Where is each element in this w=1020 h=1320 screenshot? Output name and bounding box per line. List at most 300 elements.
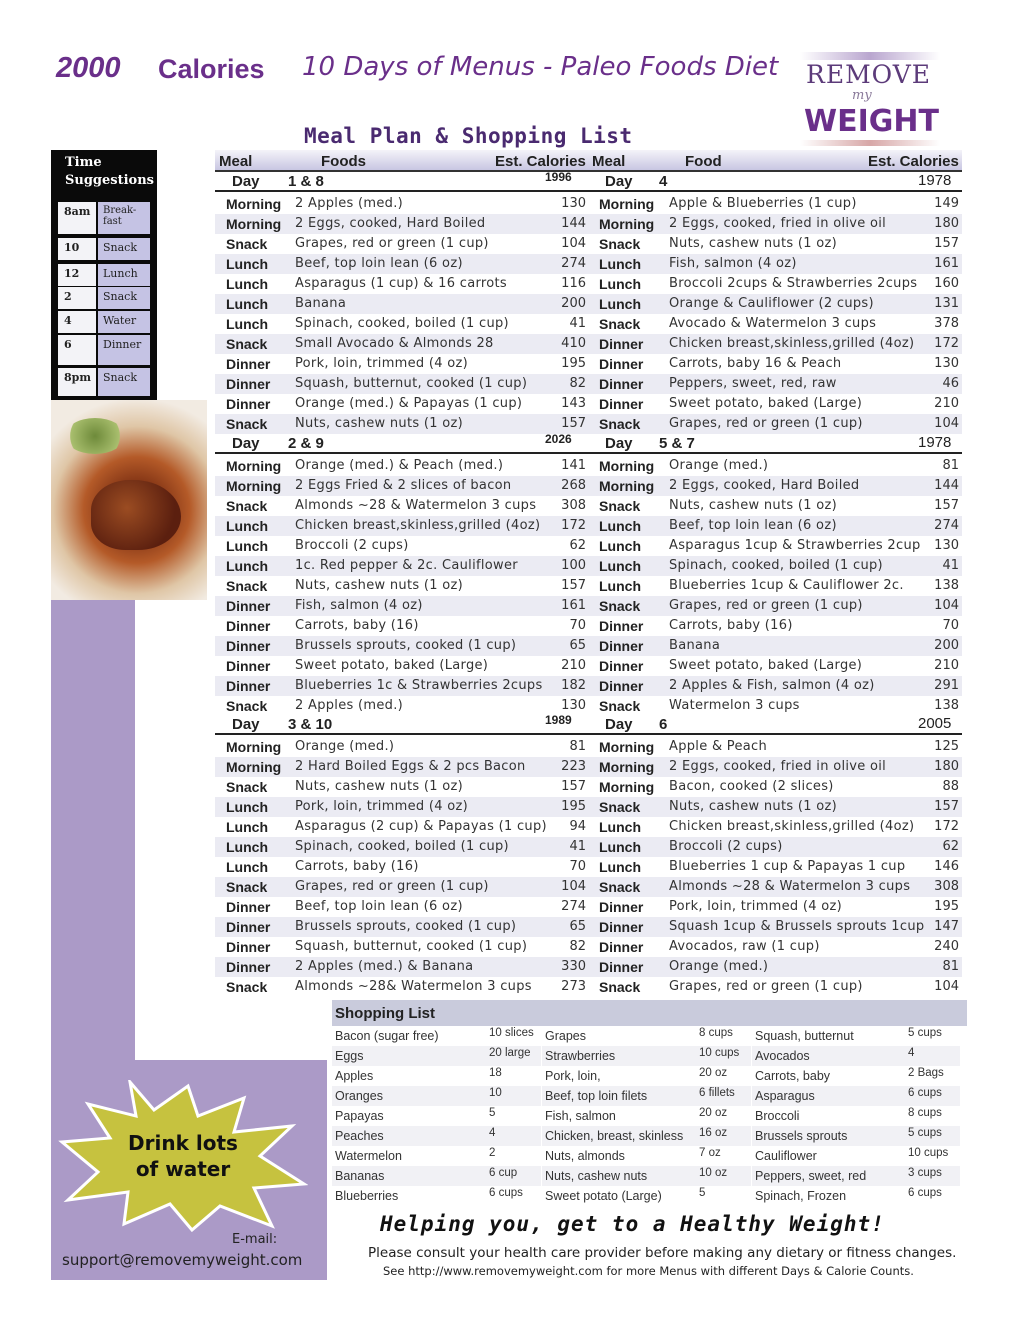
food-item: Nuts, cashew nuts (1 oz) (295, 779, 463, 794)
food-item: Watermelon 3 cups (669, 698, 800, 713)
shopping-item-name: Papayas (335, 1109, 384, 1123)
food-item: Blueberries 1cup & Cauliflower 2c. (669, 578, 904, 593)
shopping-item-quantity: 10 slices (489, 1027, 534, 1039)
shopping-item-quantity: 6 cups (908, 1187, 942, 1199)
calorie-value: 138 (934, 698, 959, 713)
menu-row (215, 314, 588, 334)
menu-row (588, 536, 962, 556)
calorie-value: 82 (569, 939, 586, 954)
calorie-value: 157 (934, 236, 959, 251)
calorie-value: 172 (934, 819, 959, 834)
menu-row (215, 214, 588, 234)
menu-row (588, 977, 962, 997)
calorie-value: 46 (942, 376, 959, 391)
calorie-value: 146 (934, 859, 959, 874)
calorie-value: 104 (561, 236, 586, 251)
meal-type: Lunch (226, 538, 268, 554)
time-suggestion-row (58, 335, 150, 365)
food-item: Spinach, cooked, boiled (1 cup) (295, 316, 509, 331)
day-numbers: 3 & 10 (288, 716, 333, 733)
meal-type: Lunch (599, 296, 641, 312)
shopping-item-name: Cauliflower (755, 1149, 817, 1163)
day-label: Day (605, 435, 633, 452)
shopping-item-quantity: 8 cups (699, 1027, 733, 1039)
menu-row (588, 214, 962, 234)
calorie-value: 70 (569, 618, 586, 633)
meal-type: Snack (599, 236, 641, 252)
meal-type: Lunch (599, 518, 641, 534)
calorie-value: 378 (934, 316, 959, 331)
left-column-header (215, 150, 588, 172)
day-header (215, 715, 588, 735)
col-est-calories: Est. Calories (495, 153, 586, 170)
time-value: 4 (58, 311, 96, 333)
calorie-value: 200 (561, 296, 586, 311)
shopping-item-name: Beef, top loin filets (545, 1089, 648, 1103)
meal-type: Dinner (226, 356, 271, 372)
shopping-item-name: Blueberries (335, 1189, 399, 1203)
calorie-value: 157 (561, 416, 586, 431)
shopping-item-quantity: 3 cups (908, 1167, 942, 1179)
food-item: Beef, top loin lean (6 oz) (669, 518, 837, 533)
calorie-value: 70 (569, 859, 586, 874)
col-meal-2: Meal (592, 153, 626, 170)
menu-row (215, 937, 588, 957)
logo-swoosh-bottom (800, 140, 940, 146)
menu-row (215, 636, 588, 656)
calorie-value: 65 (569, 638, 586, 653)
shopping-item-name: Brussels sprouts (755, 1129, 848, 1143)
food-item: Pork, loin, trimmed (4 oz) (669, 899, 843, 914)
calorie-value: 157 (561, 578, 586, 593)
shopping-item-quantity: 2 Bags (908, 1067, 944, 1079)
calorie-value: 41 (569, 839, 586, 854)
shopping-item (542, 1126, 751, 1146)
menu-row (215, 837, 588, 857)
meal-type: Dinner (226, 959, 271, 975)
meal-plan-title: Meal Plan & Shopping List (304, 124, 633, 148)
menu-row (215, 696, 588, 716)
food-item: Almonds ~28& Watermelon 3 cups (295, 979, 532, 994)
menu-row (588, 374, 962, 394)
calorie-value: 94 (569, 819, 586, 834)
food-item: Orange (med.) (669, 458, 769, 473)
calorie-value: 81 (942, 458, 959, 473)
food-item: Beef, top loin lean (6 oz) (295, 256, 463, 271)
calorie-value: 268 (561, 478, 586, 493)
shopping-item (542, 1166, 751, 1186)
day-header (588, 434, 962, 454)
shopping-list-title: Shopping List (332, 1000, 967, 1026)
shopping-item-name: Broccoli (755, 1109, 800, 1123)
meal-type: Dinner (599, 678, 644, 694)
calorie-value: 144 (561, 216, 586, 231)
calorie-value: 172 (561, 518, 586, 533)
food-item: Orange (med.) (295, 739, 395, 754)
meal-type: Lunch (226, 276, 268, 292)
meal-type: Lunch (599, 819, 641, 835)
calorie-value: 161 (561, 598, 586, 613)
menu-row (588, 817, 962, 837)
col-foods: Foods (321, 153, 366, 170)
shopping-item (542, 1186, 751, 1206)
food-item: Squash, butternut, cooked (1 cup) (295, 376, 528, 391)
food-item: Sweet potato, baked (Large) (295, 658, 489, 673)
food-item: Nuts, cashew nuts (1 oz) (295, 578, 463, 593)
calorie-value: 291 (934, 678, 959, 693)
meal-type: Snack (599, 316, 641, 332)
right-column-header (588, 150, 962, 172)
shopping-item-name: Carrots, baby (755, 1069, 831, 1083)
calorie-value: 274 (561, 256, 586, 271)
shopping-item (752, 1146, 960, 1166)
calorie-value: 410 (561, 336, 586, 351)
time-activity: Dinner (98, 335, 150, 365)
shopping-item (542, 1026, 751, 1046)
shopping-item-quantity: 20 large (489, 1047, 531, 1059)
meal-type: Lunch (599, 276, 641, 292)
food-item: Bacon, cooked (2 slices) (669, 779, 834, 794)
food-item: Orange (med.) & Papayas (1 cup) (295, 396, 523, 411)
footer-tagline: Helping you, get to a Healthy Weight! (380, 1212, 885, 1236)
food-item: Grapes, red or green (1 cup) (669, 416, 863, 431)
menu-row (215, 374, 588, 394)
time-suggestion-row (58, 311, 150, 333)
calorie-value: 125 (934, 739, 959, 754)
menu-row (215, 616, 588, 636)
meal-type: Dinner (226, 658, 271, 674)
food-item: Almonds ~28 & Watermelon 3 cups (669, 879, 911, 894)
menu-row (588, 294, 962, 314)
food-item: Broccoli 2cups & Strawberries 2cups (669, 276, 918, 291)
day-header (588, 715, 962, 735)
shopping-item-quantity: 6 cups (489, 1187, 523, 1199)
meal-type: Lunch (599, 538, 641, 554)
menu-row (588, 516, 962, 536)
day-total-calories: 2026 (545, 432, 572, 446)
food-item: Chicken breast,skinless,grilled (4oz) (669, 819, 915, 834)
shopping-item-name: Pork, loin, (545, 1069, 601, 1083)
time-value: 8am (58, 202, 96, 234)
food-item: 2 Eggs, cooked, Hard Boiled (295, 216, 486, 231)
shopping-item (332, 1146, 541, 1166)
meal-type: Dinner (226, 376, 271, 392)
food-item: 2 Eggs Fried & 2 slices of bacon (295, 478, 512, 493)
menu-row (215, 234, 588, 254)
food-item: Orange & Cauliflower (2 cups) (669, 296, 874, 311)
shopping-item-name: Nuts, cashew nuts (545, 1169, 648, 1183)
menu-row (215, 516, 588, 536)
menu-row (588, 234, 962, 254)
meal-type: Morning (599, 739, 655, 755)
calorie-value: 62 (569, 538, 586, 553)
menu-row (215, 817, 588, 837)
food-item: Nuts, cashew nuts (1 oz) (669, 236, 837, 251)
menu-row (588, 314, 962, 334)
menu-row (215, 656, 588, 676)
time-suggestions-panel (51, 150, 157, 400)
menu-row (215, 536, 588, 556)
shopping-item-name: Squash, butternut (755, 1029, 854, 1043)
meal-type: Lunch (599, 839, 641, 855)
time-activity: Break-fast (98, 202, 150, 234)
meal-type: Snack (226, 779, 268, 795)
day-label: Day (605, 173, 633, 190)
food-item: Beef, top loin lean (6 oz) (295, 899, 463, 914)
calorie-value: 116 (561, 276, 586, 291)
menu-row (215, 334, 588, 354)
meal-type: Lunch (226, 518, 268, 534)
calorie-value: 195 (934, 899, 959, 914)
meal-type: Morning (599, 216, 655, 232)
shopping-item-name: Peppers, sweet, red (755, 1169, 867, 1183)
meal-type: Dinner (599, 959, 644, 975)
meal-type: Snack (226, 698, 268, 714)
food-item: Nuts, cashew nuts (1 oz) (295, 416, 463, 431)
shopping-item (542, 1146, 751, 1166)
food-item: 2 Eggs, cooked, fried in olive oil (669, 759, 887, 774)
food-item: Almonds ~28 & Watermelon 3 cups (295, 498, 537, 513)
menu-row (215, 917, 588, 937)
shopping-item (332, 1166, 541, 1186)
menu-row (215, 737, 588, 757)
calorie-value: 65 (569, 919, 586, 934)
menu-row (215, 596, 588, 616)
shopping-item (542, 1046, 751, 1066)
calorie-word: Calories (158, 54, 265, 84)
food-item: Banana (669, 638, 721, 653)
remove-my-weight-logo[interactable] (800, 52, 940, 150)
calorie-value: 41 (942, 558, 959, 573)
shopping-item-name: Avocados (755, 1049, 810, 1063)
calorie-value: 157 (561, 779, 586, 794)
calorie-value: 147 (934, 919, 959, 934)
calorie-value: 210 (561, 658, 586, 673)
menu-row (215, 254, 588, 274)
day-label: Day (232, 173, 260, 190)
meal-type: Dinner (226, 919, 271, 935)
day-total-calories: 1989 (545, 713, 572, 727)
food-item: 2 Eggs, cooked, fried in olive oil (669, 216, 887, 231)
meal-type: Dinner (226, 678, 271, 694)
shopping-item (752, 1086, 960, 1106)
shopping-item-name: Apples (335, 1069, 374, 1083)
shopping-item-quantity: 10 cups (699, 1047, 740, 1059)
day-total-calories: 1996 (545, 170, 572, 184)
email-link[interactable]: support@removemyweight.com (62, 1251, 303, 1269)
meal-type: Morning (226, 216, 282, 232)
day-numbers: 5 & 7 (659, 435, 695, 452)
day-header (215, 434, 588, 454)
food-item: 2 Apples (med.) (295, 196, 404, 211)
shopping-item-quantity: 10 cups (908, 1147, 949, 1159)
meal-type: Morning (226, 739, 282, 755)
food-item: Brussels sprouts, cooked (1 cup) (295, 919, 517, 934)
shopping-item (752, 1106, 960, 1126)
food-item: Grapes, red or green (1 cup) (669, 598, 863, 613)
meal-type: Dinner (599, 939, 644, 955)
food-item: Blueberries 1c & Strawberries 2cups (295, 678, 543, 693)
logo-text-my: my (852, 88, 872, 103)
shopping-item (332, 1026, 541, 1046)
menu-row (215, 274, 588, 294)
calorie-value: 180 (934, 216, 959, 231)
menu-row (588, 957, 962, 977)
day-label: Day (605, 716, 633, 733)
calorie-value: 157 (934, 799, 959, 814)
meal-type: Morning (599, 458, 655, 474)
menu-row (215, 456, 588, 476)
meal-type: Lunch (226, 316, 268, 332)
calorie-value: 200 (934, 638, 959, 653)
meal-type: Dinner (599, 919, 644, 935)
shopping-item (332, 1126, 541, 1146)
time-suggestion-row (58, 287, 150, 309)
food-item: Pork, loin, trimmed (4 oz) (295, 799, 469, 814)
food-item: 2 Apples (med.) (295, 698, 404, 713)
shopping-item-name: Asparagus (755, 1089, 815, 1103)
time-value: 12 (58, 264, 96, 286)
meal-type: Dinner (226, 899, 271, 915)
shopping-item-quantity: 6 fillets (699, 1087, 735, 1099)
food-item: Nuts, cashew nuts (1 oz) (669, 498, 837, 513)
shopping-item-name: Eggs (335, 1049, 364, 1063)
calorie-value: 130 (934, 538, 959, 553)
calorie-value: 195 (561, 799, 586, 814)
menu-row (588, 576, 962, 596)
food-item: 2 Apples & Fish, salmon (4 oz) (669, 678, 875, 693)
logo-text-remove: REMOVE (806, 60, 932, 89)
menu-row (588, 897, 962, 917)
food-item: Squash 1cup & Brussels sprouts 1cup (669, 919, 925, 934)
menu-row (588, 676, 962, 696)
shopping-item-quantity: 4 (908, 1047, 915, 1059)
shopping-item-name: Bacon (sugar free) (335, 1029, 439, 1043)
menu-row (215, 977, 588, 997)
food-item: Apple & Peach (669, 739, 768, 754)
col-est-calories-2: Est. Calories (868, 153, 959, 170)
calorie-value: 104 (934, 979, 959, 994)
time-value: 6 (58, 335, 96, 365)
food-item: Avocados, raw (1 cup) (669, 939, 820, 954)
calorie-value: 130 (934, 356, 959, 371)
time-suggestions-title: Time Suggestions (65, 155, 154, 188)
food-item: Fish, salmon (4 oz) (295, 598, 423, 613)
calorie-value: 131 (934, 296, 959, 311)
calorie-value: 149 (934, 196, 959, 211)
shopping-item-name: Grapes (545, 1029, 586, 1043)
menu-row (588, 656, 962, 676)
logo-text-weight: WEIGHT (804, 104, 939, 139)
menu-row (215, 757, 588, 777)
menu-row (215, 957, 588, 977)
shopping-item (332, 1106, 541, 1126)
calorie-value: 210 (934, 396, 959, 411)
day-label: Day (232, 435, 260, 452)
meal-type: Dinner (599, 356, 644, 372)
shopping-item-quantity: 4 (489, 1127, 496, 1139)
shopping-item (752, 1026, 960, 1046)
menu-row (215, 354, 588, 374)
shopping-item-name: Bananas (335, 1169, 385, 1183)
meal-type: Lunch (226, 839, 268, 855)
meal-type: Dinner (599, 618, 644, 634)
menu-row (588, 334, 962, 354)
meal-type: Dinner (599, 336, 644, 352)
meal-type: Lunch (226, 819, 268, 835)
meal-type: Lunch (226, 799, 268, 815)
shopping-item-name: Peaches (335, 1129, 384, 1143)
shopping-item-quantity: 16 oz (699, 1127, 728, 1139)
meal-type: Snack (599, 498, 641, 514)
shopping-item (332, 1046, 541, 1066)
shopping-item-name: Nuts, almonds (545, 1149, 625, 1163)
meal-type: Dinner (599, 899, 644, 915)
shopping-item-quantity: 5 (489, 1107, 496, 1119)
time-suggestion-row (58, 264, 150, 286)
meal-type: Snack (226, 416, 268, 432)
meal-type: Morning (599, 779, 655, 795)
shopping-item (542, 1086, 751, 1106)
meal-type: Snack (599, 416, 641, 432)
day-total-calories: 1978 (918, 172, 952, 189)
shopping-item-name: Fish, salmon (545, 1109, 616, 1123)
calorie-value: 180 (934, 759, 959, 774)
meal-type: Lunch (599, 578, 641, 594)
shopping-item-quantity: 20 oz (699, 1107, 728, 1119)
shopping-item-quantity: 10 (489, 1087, 502, 1099)
food-item: Squash, butternut, cooked (1 cup) (295, 939, 528, 954)
food-item: Carrots, baby (16) (669, 618, 793, 633)
shopping-item-name: Watermelon (335, 1149, 402, 1163)
menu-row (215, 676, 588, 696)
calorie-value: 308 (561, 498, 586, 513)
calorie-value: 308 (934, 879, 959, 894)
food-item: 1c. Red pepper & 2c. Cauliflower (295, 558, 518, 573)
shopping-item-quantity: 6 cup (489, 1167, 518, 1179)
food-item: 2 Apples (med.) & Banana (295, 959, 474, 974)
meal-type: Snack (599, 598, 641, 614)
calorie-value: 41 (569, 316, 586, 331)
menu-row (588, 556, 962, 576)
menu-row (215, 777, 588, 797)
time-value: 8pm (58, 368, 96, 396)
food-item: Pork, loin, trimmed (4 oz) (295, 356, 469, 371)
menu-row (588, 254, 962, 274)
shopping-item-quantity: 5 cups (908, 1027, 942, 1039)
meal-type: Dinner (226, 939, 271, 955)
food-item: Carrots, baby (16) (295, 859, 419, 874)
shopping-item-quantity: 20 oz (699, 1067, 728, 1079)
shopping-item-quantity: 18 (489, 1067, 502, 1079)
menu-row (588, 194, 962, 214)
calorie-value: 70 (942, 618, 959, 633)
time-value: 10 (58, 238, 96, 260)
day-header (215, 172, 588, 192)
food-item: Apple & Blueberries (1 cup) (669, 196, 857, 211)
food-item: Chicken breast,skinless,grilled (4oz) (295, 518, 541, 533)
calorie-value: 210 (934, 658, 959, 673)
calorie-value: 240 (934, 939, 959, 954)
meal-type: Snack (226, 336, 268, 352)
calorie-value: 82 (569, 376, 586, 391)
menu-row (588, 696, 962, 716)
menu-row (588, 797, 962, 817)
calorie-value: 161 (934, 256, 959, 271)
calorie-value: 104 (934, 598, 959, 613)
food-item: Broccoli (2 cups) (669, 839, 783, 854)
shopping-item (752, 1046, 960, 1066)
